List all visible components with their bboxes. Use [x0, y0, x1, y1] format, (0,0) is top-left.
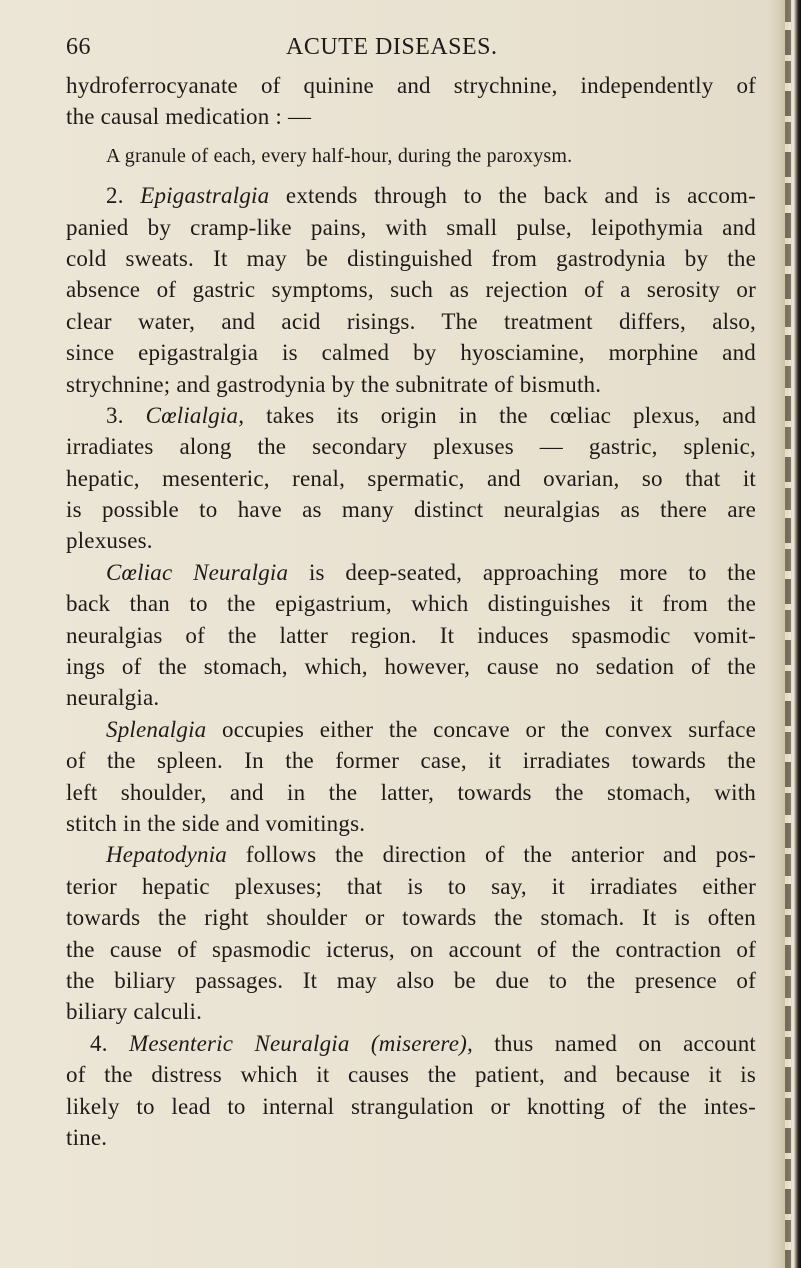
- paragraph-epigastralgia: 2. Epigastralgia extends through to the back and is accom-: [106, 183, 757, 209]
- text-line: of the distress which it causes the patient, and because it is: [66, 1062, 756, 1088]
- running-title: ACUTE DISEASES.: [286, 34, 498, 60]
- text-line: biliary calculi.: [66, 999, 203, 1025]
- section-number: 2.: [106, 183, 124, 209]
- term-coelialgia: Cœlialgia,: [145, 402, 245, 428]
- paragraph-hepatodynia: Hepatodynia follows the direction of the anterior and pos-: [106, 842, 756, 868]
- text-line: is possible to have as many distinct neuralgias as there are: [66, 497, 756, 523]
- text-line: hydroferrocyanate of quinine and strychnine, independently of: [66, 73, 756, 98]
- term-epigastralgia: Epigastralgia: [140, 183, 270, 209]
- section-number: 4.: [90, 1030, 108, 1056]
- text-line: neuralgias of the latter region. It induces spasmodic vomit-: [66, 622, 756, 648]
- text-line: terior hepatic plexuses; that is to say, it irradiates either: [66, 873, 756, 899]
- text-line: back than to the epigastrium, which distinguishes it from the: [66, 591, 756, 617]
- section-number: 3.: [106, 402, 124, 428]
- running-head: [66, 30, 756, 70]
- text-line: the biliary passages. It may also be due to the presence of: [66, 967, 756, 993]
- dosage-line: A granule of each, every half-hour, during the paroxysm.: [106, 144, 573, 167]
- page-number: 66: [66, 34, 91, 60]
- text-line: hepatic, mesenteric, renal, spermatic, and ovarian, so that it: [66, 465, 756, 491]
- term-coeliac-neuralgia: Cœliac Neuralgia: [106, 559, 289, 585]
- paragraph-mesenteric-neuralgia: 4. Mesenteric Neuralgia (miserere), thus named on account: [90, 1030, 756, 1056]
- text-line: since epigastralgia is calmed by hyosciamine, morphine and: [66, 340, 756, 366]
- term-mesenteric-neuralgia: Mesenteric Neuralgia: [128, 1030, 350, 1056]
- text-line: towards the right shoulder or towards the stomach. It is often: [66, 905, 756, 931]
- term-splenalgia: Splenalgia: [106, 716, 207, 742]
- text-line: ings of the stomach, which, however, cause no sedation of the: [66, 654, 756, 680]
- text-line: neuralgia.: [66, 685, 160, 711]
- text-line: likely to lead to internal strangulation or knotting of the intes-: [66, 1093, 756, 1119]
- text-line: cold sweats. It may be distinguished from gastrodynia by the: [66, 245, 756, 271]
- text-line: the cause of spasmodic icterus, on account of the contraction of: [66, 936, 756, 962]
- term-hepatodynia: Hepatodynia: [106, 842, 228, 868]
- text-line: clear water, and acid risings. The treatment differs, also,: [66, 308, 756, 334]
- paragraph-coelialgia: 3. Cœlialgia, takes its origin in the cœliac plexus, and: [106, 402, 757, 428]
- text-line: of the spleen. In the former case, it irradiates towards the: [66, 748, 756, 774]
- body-text: [66, 70, 756, 1153]
- paragraph-coeliac-neuralgia: Cœliac Neuralgia is deep-seated, approaching more to the: [106, 559, 757, 585]
- text-line: strychnine; and gastrodynia by the subnitrate of bismuth.: [66, 371, 602, 397]
- paragraph-splenalgia: Splenalgia occupies either the concave or the convex surface: [106, 716, 757, 742]
- text-line: irradiates along the secondary plexuses — gastric, splenic,: [66, 434, 756, 460]
- text-line: plexuses.: [66, 528, 153, 554]
- text-line: tine.: [66, 1124, 108, 1150]
- text-line: panied by cramp-like pains, with small pulse, leipothymia and: [66, 214, 756, 240]
- text-line: absence of gastric symptoms, such as rejection of a serosity or: [66, 277, 756, 303]
- term-miserere: (miserere),: [370, 1030, 473, 1056]
- text-line: the causal medication : —: [66, 104, 312, 130]
- text-line: left shoulder, and in the latter, towards the stomach, with: [66, 779, 756, 805]
- page-binding-edge: [767, 0, 801, 1268]
- text-line: stitch in the side and vomitings.: [66, 810, 366, 836]
